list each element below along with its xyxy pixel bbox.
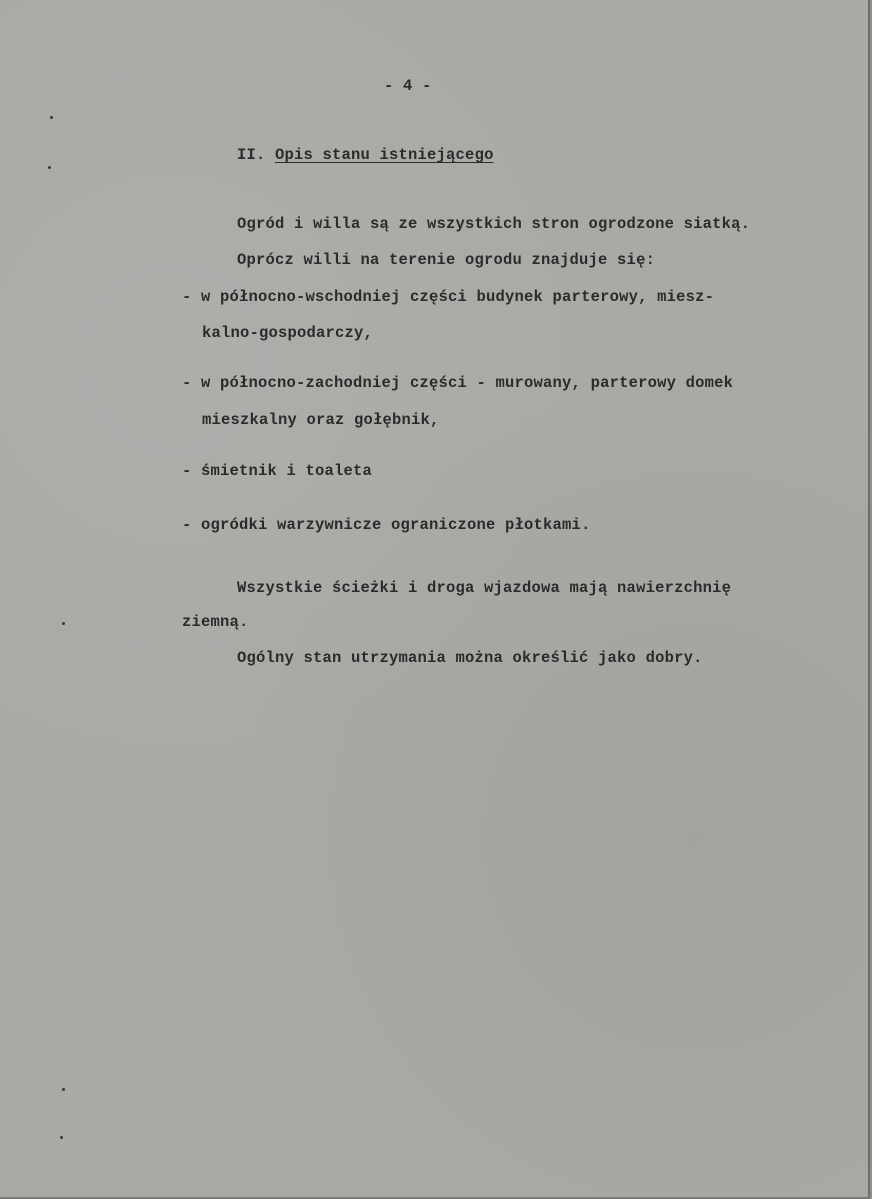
section-number: II. xyxy=(237,146,266,164)
paper-speck xyxy=(62,622,65,625)
paragraph-condition: Ogólny stan utrzymania można określić jako dobry. xyxy=(237,649,703,667)
paper-speck xyxy=(60,1136,63,1139)
paper-speck xyxy=(48,166,51,169)
paragraph-fence: Ogród i willa są ze wszystkich stron ogrodzone siatką. xyxy=(237,215,751,233)
list-item-northeast-line2: kalno-gospodarczy, xyxy=(202,324,374,342)
list-item-northwest-line2: mieszkalny oraz gołębnik, xyxy=(202,411,440,429)
paragraph-paths-line2: ziemną. xyxy=(182,613,249,631)
paper-speck xyxy=(62,1088,65,1091)
paragraph-paths-line1: Wszystkie ścieżki i droga wjazdowa mają nawierzchnię xyxy=(237,579,732,597)
list-item-trash: - śmietnik i toaleta xyxy=(182,462,373,480)
list-item-northeast-line1: - w północno-wschodniej części budynek parterowy, miesz- xyxy=(182,288,715,306)
section-title: Opis stanu istniejącego xyxy=(275,146,494,164)
section-heading xyxy=(237,145,494,165)
list-item-northwest-line1: - w północno-zachodniej części - murowany, parterowy domek xyxy=(182,374,734,392)
page-number: - 4 - xyxy=(384,77,432,95)
list-item-gardens: - ogródki warzywnicze ograniczone płotkami. xyxy=(182,516,591,534)
paper-speck xyxy=(50,116,53,119)
paragraph-intro: Oprócz willi na terenie ogrodu znajduje się: xyxy=(237,251,656,269)
